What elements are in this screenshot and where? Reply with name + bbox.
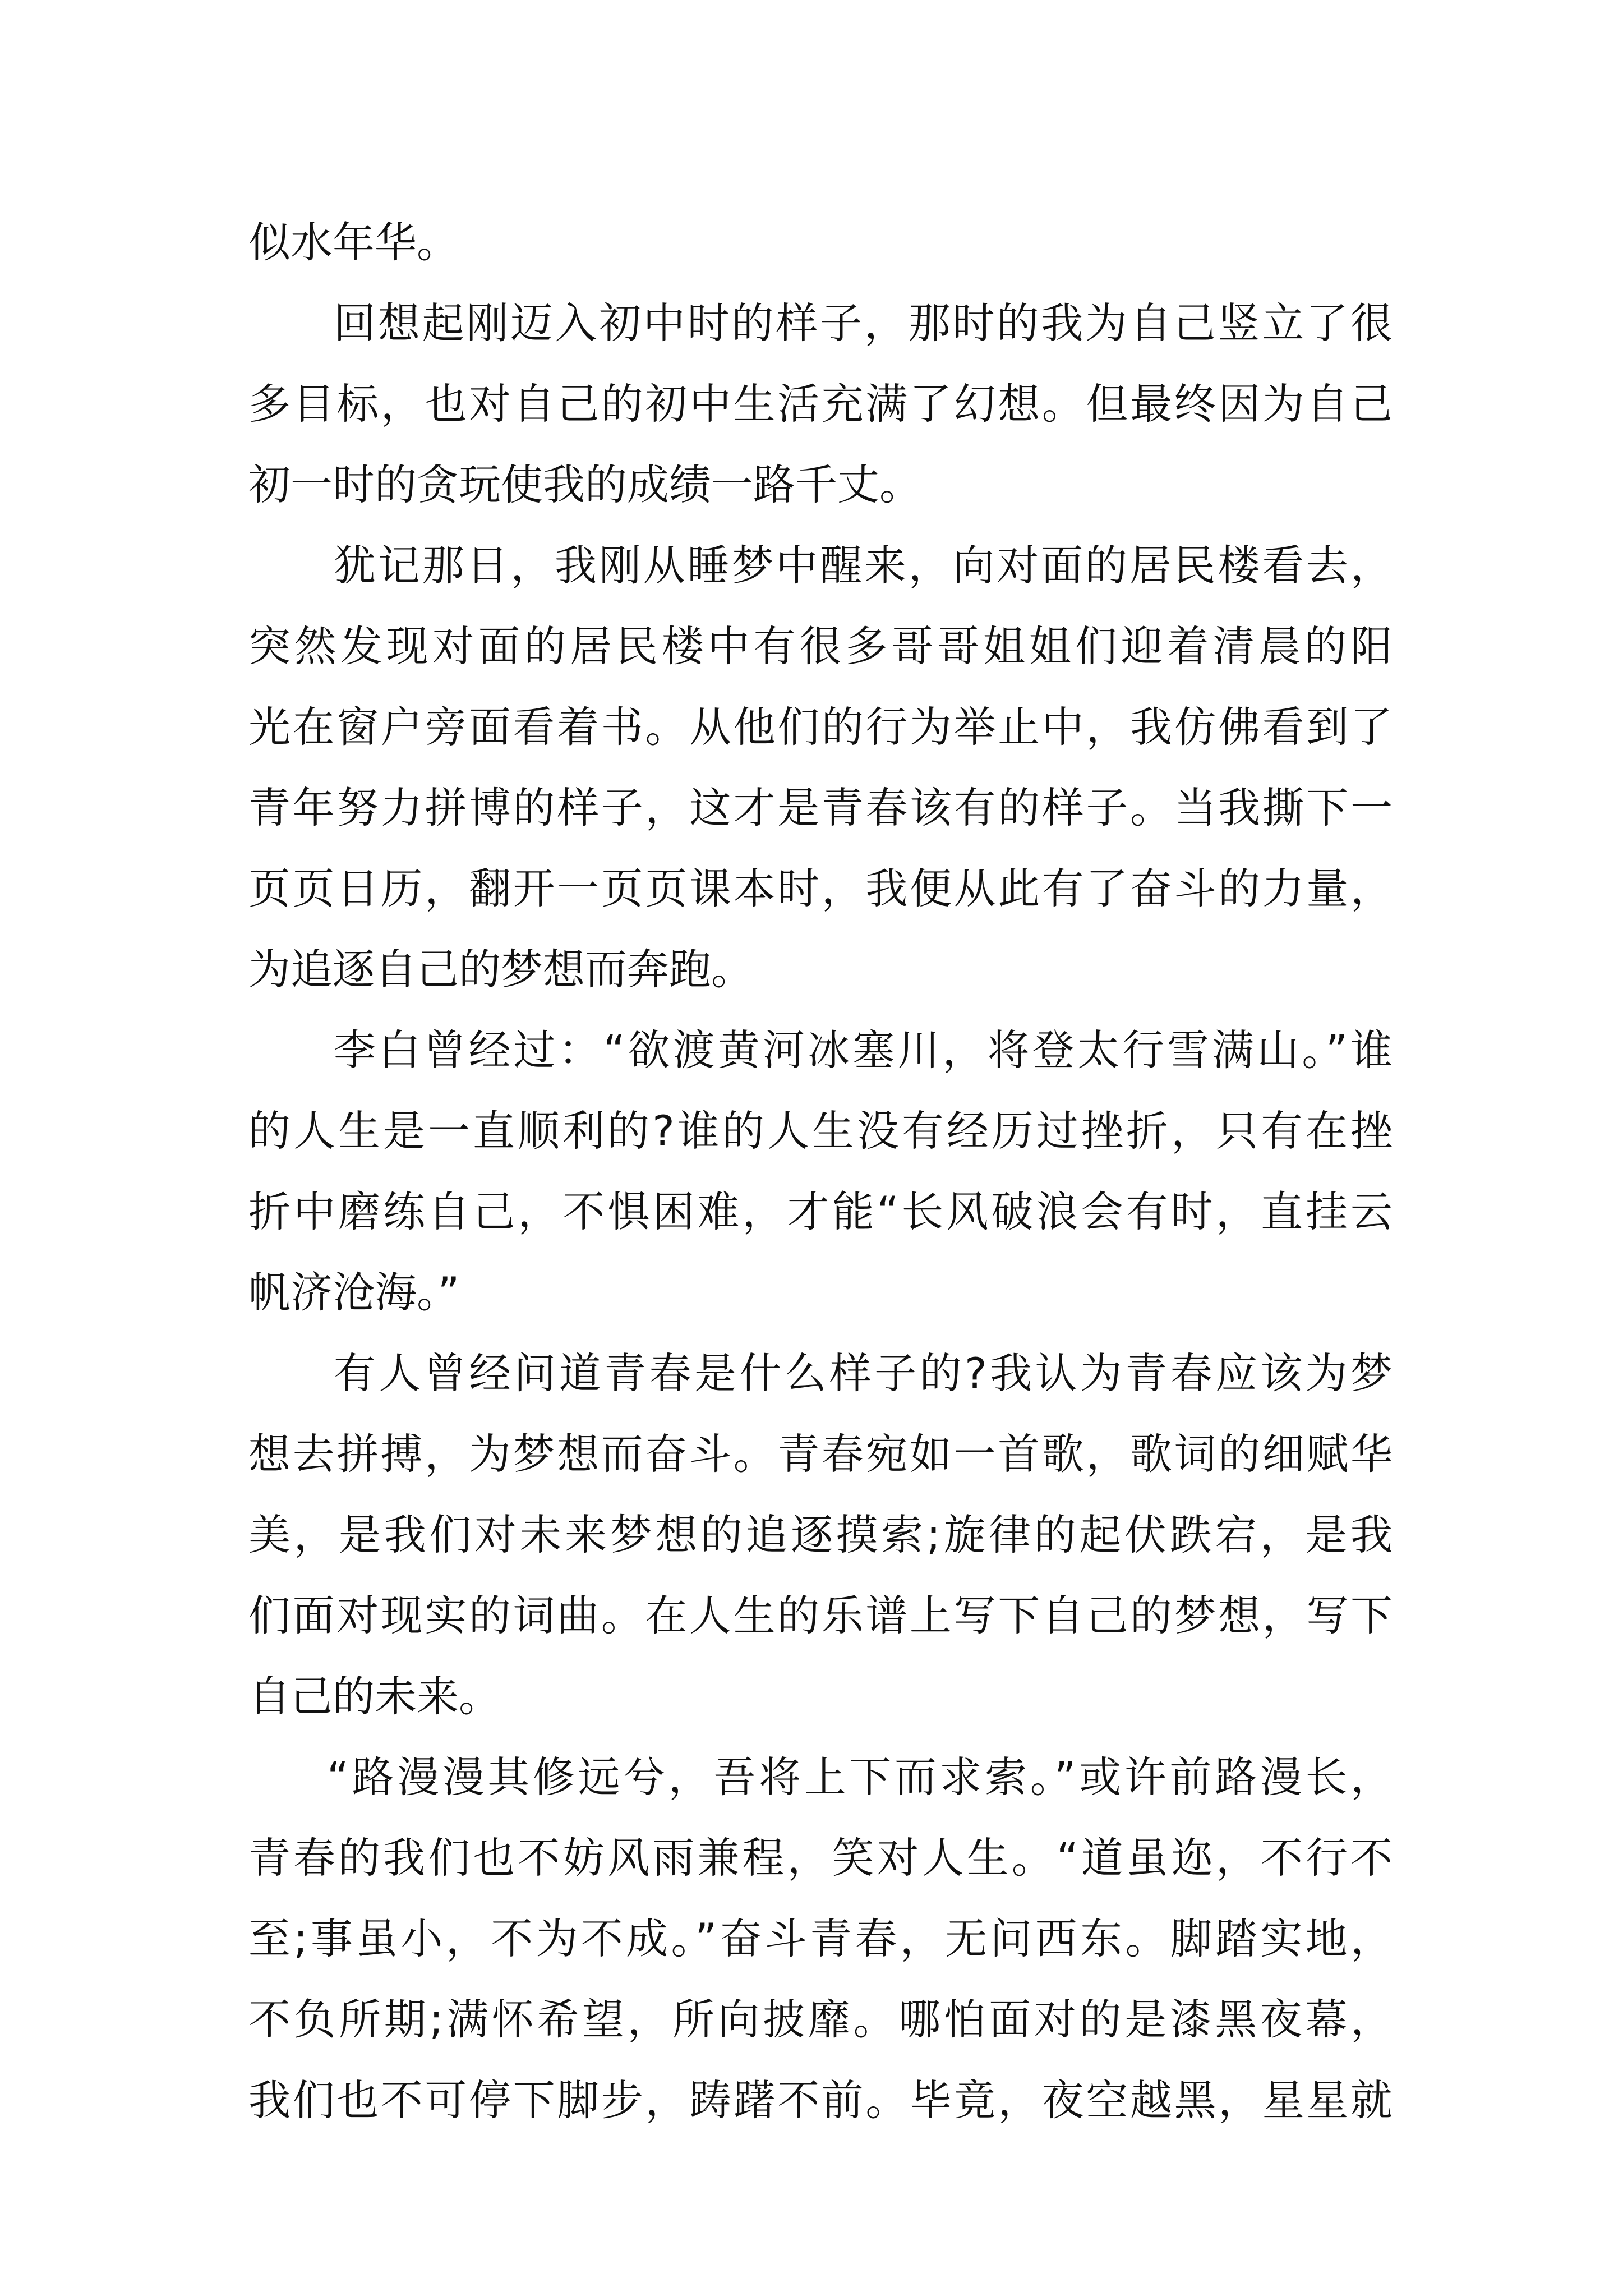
text-line: 自己的未来。 bbox=[248, 1672, 501, 1721]
text-line: 不负所期;满怀希望，所向披靡。哪怕面对的是漆黑夜幕， bbox=[248, 1995, 1393, 2044]
text-line: 青年努力拼博的样子，这才是青春该有的样子。当我撕下一 bbox=[248, 783, 1393, 832]
text-line: 我们也不可停下脚步，踌躇不前。毕竟，夜空越黑，星星就 bbox=[248, 2076, 1393, 2125]
text-line: 突然发现对面的居民楼中有很多哥哥姐姐们迎着清晨的阳 bbox=[248, 622, 1393, 671]
essay-body bbox=[248, 202, 1393, 2141]
paragraph-first-line: 有人曾经问道青春是什么样子的?我认为青春应该为梦 bbox=[334, 1349, 1393, 1398]
paragraph-first-line: “路漫漫其修远兮，吾将上下而求索。”或许前路漫长， bbox=[327, 1752, 1393, 1802]
text-line: 光在窗户旁面看着书。从他们的行为举止中，我仿佛看到了 bbox=[248, 702, 1393, 752]
text-line: 至;事虽小，不为不成。”奋斗青春，无问西东。脚踏实地， bbox=[248, 1914, 1393, 1963]
paragraph-first-line: 李白曾经过：“欲渡黄河冰塞川，将登太行雪满山。”谁 bbox=[334, 1025, 1393, 1075]
text-line: 似水年华。 bbox=[248, 218, 459, 267]
text-line: 初一时的贪玩使我的成绩一路千丈。 bbox=[248, 460, 922, 509]
text-line: 想去拼搏，为梦想而奋斗。青春宛如一首歌，歌词的细赋华 bbox=[248, 1429, 1393, 1479]
text-line: 美，是我们对未来梦想的追逐摸索;旋律的起伏跌宕，是我 bbox=[248, 1510, 1393, 1559]
text-line: 青春的我们也不妨风雨兼程，笑对人生。“道虽迩，不行不 bbox=[248, 1833, 1393, 1883]
text-line: 为追逐自己的梦想而奔跑。 bbox=[248, 945, 754, 994]
text-line: 帆济沧海。” bbox=[248, 1268, 460, 1317]
text-line: 页页日历，翻开一页页课本时，我便从此有了奋斗的力量， bbox=[248, 864, 1393, 913]
text-line: 多目标，也对自己的初中生活充满了幻想。但最终因为自己 bbox=[248, 379, 1393, 429]
text-line: 折中磨练自己，不惧困难，才能“长风破浪会有时，直挂云 bbox=[248, 1187, 1393, 1236]
text-line: 们面对现实的词曲。在人生的乐谱上写下自己的梦想，写下 bbox=[248, 1591, 1393, 1640]
paragraph-first-line: 回想起刚迈入初中时的样子，那时的我为自己竖立了很 bbox=[334, 298, 1393, 348]
paragraph-first-line: 犹记那日，我刚从睡梦中醒来，向对面的居民楼看去， bbox=[334, 541, 1393, 590]
text-line: 的人生是一直顺利的?谁的人生没有经历过挫折，只有在挫 bbox=[248, 1106, 1393, 1156]
